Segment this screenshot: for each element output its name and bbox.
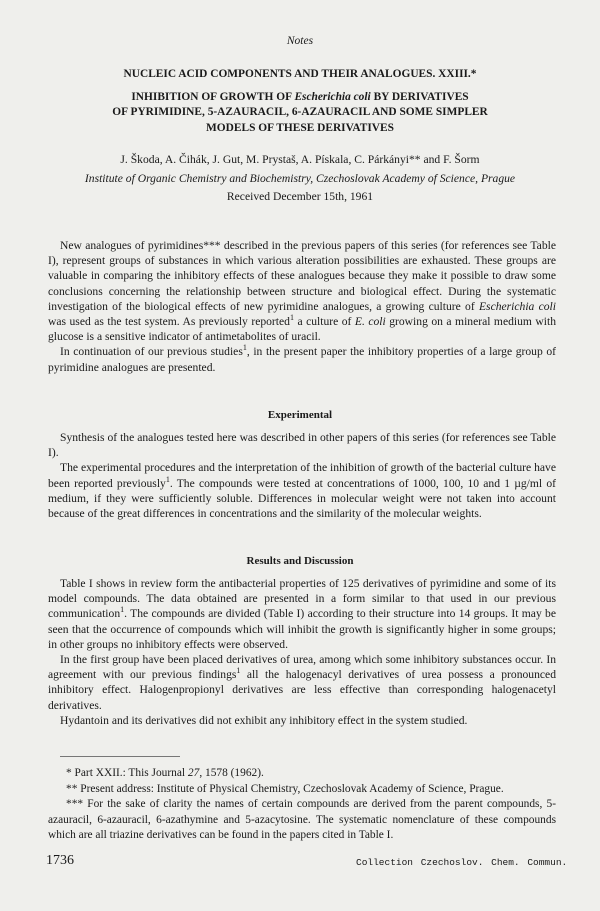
title-line-2-text: INHIBITION OF GROWTH OF — [131, 90, 295, 103]
text-run: Table I shows in review form the antibacterial properties of 125 derivatives of pyrimidine and some of its model compounds. The data obtained are presented in a form similar to that used in our previous communication — [48, 577, 556, 621]
reference-mark: 1 — [165, 474, 170, 484]
reference-mark: 1 — [242, 343, 247, 353]
intro-paragraph-1 — [48, 238, 556, 344]
title-line-3: OF PYRIMIDINE, 5-AZAURACIL, 6-AZAURACIL AND SOME SIMPLER — [112, 106, 488, 118]
reference-mark: 1 — [289, 313, 294, 323]
reference-mark: 1 — [120, 605, 125, 615]
footnotes — [48, 766, 556, 844]
footnote-3: *** For the sake of clarity the names of certain compounds are derived from the parent compounds, 5-azauracil, 6-azauracil, 6-azathymine and 5-azacytosine. The systematic nomenclature of these compounds which are all triazine derivatives can be found in the papers cited in Table I. — [48, 798, 556, 842]
article-title — [52, 67, 548, 136]
results-paragraph-2 — [48, 652, 556, 713]
footnote-divider — [60, 756, 180, 757]
title-line-2-end: BY DERIVATIVES — [370, 90, 469, 103]
received-date: Received December 15th, 1961 — [226, 190, 374, 203]
affiliation: Institute of Organic Chemistry and Biochemistry, Czechoslovak Academy of Science, Prague — [84, 172, 516, 185]
author-list: J. Škoda, A. Čihák, J. Gut, M. Prystaš, A. Pískala, C. Párkányi** and F. Šorm — [120, 153, 480, 166]
results-paragraph-3: Hydantoin and its derivatives did not exhibit any inhibitory effect in the system studied. — [60, 713, 468, 727]
title-line-4: MODELS OF THESE DERIVATIVES — [206, 121, 394, 134]
text-run: . The compounds were tested at concentrations of 1000, 100, 10 and 1 µg/ml of medium, if they were sufficiently soluble. Differences in molecular weight were not taken into account because of the great differences in concentrations and the similarity of the molecular weights. — [48, 476, 556, 521]
title-species: Escherichia coli — [294, 90, 371, 103]
results-paragraph-1 — [48, 576, 556, 652]
text-run: In the first group have been placed derivatives of urea, among which some inhibitory substances occur. In agreement with our previous findings — [48, 653, 556, 682]
text-run: , in the present paper the inhibitory properties of a large group of pyrimidine analogues are presented. — [48, 345, 557, 374]
results-heading: Results and Discussion — [246, 555, 354, 567]
text-run: New analogues of pyrimidines*** described in the previous papers of this series (for references see Table I), represent groups of substances in which various alteration possibilities are exhausted. These groups are valuable in comparing the inhibitory effects of these analogues because they make it possible to draw some conclusions concerning the relationship between structure and biological effect. During the systematic investigation of the biological effects of new pyrimidine analogues, a growing culture of — [48, 239, 556, 313]
reference-mark: 1 — [236, 666, 241, 676]
author-block — [40, 150, 560, 188]
running-head: Notes — [286, 35, 314, 47]
text-run: , 1578 (1962). — [199, 767, 264, 779]
intro-paragraph-2 — [48, 344, 556, 374]
text-run: * Part XXII.: This Journal — [66, 767, 188, 779]
text-run: . The compounds are divided (Table I) according to their structure into 14 groups. It may be seen that the occurrence of compounds which will inhibit the growth is significantly higher in some groups; in other groups no inhibitory effects were observed. — [48, 607, 556, 651]
experimental-section — [48, 430, 556, 521]
species-name: E. coli — [354, 315, 386, 329]
text-run: growing on a mineral medium with glucose is a sensitive indicator of antimetabolites of uracil. — [48, 315, 557, 344]
experimental-paragraph-1: Synthesis of the analogues tested here was described in other papers of this series (for references see Table I). — [48, 431, 556, 460]
footnote-1 — [48, 766, 556, 782]
text-run: In continuation of our previous studies — [60, 345, 243, 359]
page-number: 1736 — [46, 853, 74, 868]
volume-number: 27 — [187, 767, 200, 779]
title-line-2 — [52, 90, 548, 106]
text-run: a culture of — [293, 315, 355, 329]
results-section — [48, 576, 556, 728]
introduction — [48, 238, 556, 375]
journal-name: Collection Czechoslov. Chem. Commun. — [356, 857, 568, 868]
species-name: Escherichia coli — [478, 299, 556, 313]
text-run: was used as the test system. As previously reported — [48, 315, 290, 329]
text-run: The experimental procedures and the interpretation of the inhibition of growth of the bacterial culture have been reported previously — [48, 461, 556, 490]
experimental-heading: Experimental — [267, 409, 333, 421]
text-run: all the halogenacyl derivatives of urea possess a pronounced inhibitory effect. Halogenpropionyl derivatives are less effective than corresponding halogenacetyl derivatives. — [48, 668, 556, 712]
footnote-2: ** Present address: Institute of Physical Chemistry, Czechoslovak Academy of Science, Prague. — [66, 782, 504, 795]
experimental-paragraph-2 — [48, 460, 556, 521]
title-line-1: NUCLEIC ACID COMPONENTS AND THEIR ANALOGUES. XXIII.* — [123, 68, 477, 80]
